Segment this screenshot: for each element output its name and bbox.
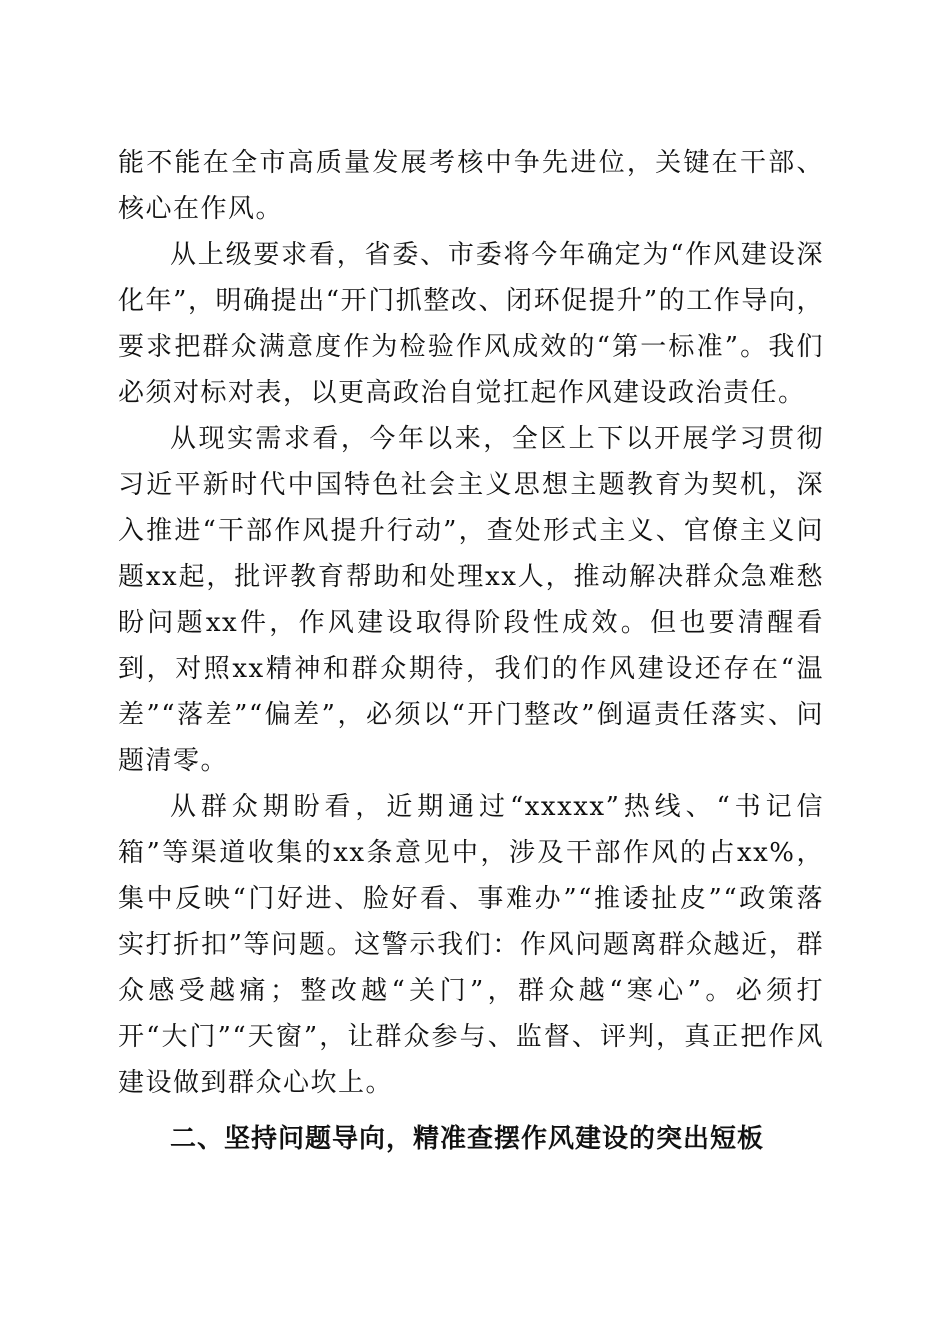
- paragraph-public-expectations: 从群众期盼看，近期通过“xxxxx”热线、“书记信箱”等渠道收集的xx条意见中，涉及干部作风的占xx%，集中反映“门好进、脸好看、事难办”“推诿扯皮”“政策落实打折扣”等问题。这警示我们：作风问题离群众越近，群众感受越痛；整改越“关门”，群众越“寒心”。必须打开“大门”“天窗”，让群众参与、监督、评判，真正把作风建设做到群众心坎上。: [118, 792, 824, 1098]
- section-heading: 二、坚持问题导向，精准查摆作风建设的突出短板: [170, 1124, 765, 1154]
- paragraph-superior-requirements: 从上级要求看，省委、市委将今年确定为“作风建设深化年”，明确提出“开门抓整改、闭环促提升”的工作导向，要求把群众满意度作为检验作风成效的“第一标准”。我们必须对标对表，以更高政治自觉扛起作风建设政治责任。: [118, 240, 824, 408]
- paragraph-practical-needs: 从现实需求看，今年以来，全区上下以开展学习贯彻习近平新时代中国特色社会主义思想主题教育为契机，深入推进“干部作风提升行动”，查处形式主义、官僚主义问题xx起，批评教育帮助和处理xx人，推动解决群众急难愁盼问题xx件，作风建设取得阶段性成效。但也要清醒看到，对照xx精神和群众期待，我们的作风建设还存在“温差”“落差”“偏差”，必须以“开门整改”倒逼责任落实、问题清零。: [118, 424, 824, 776]
- document-body: [118, 140, 824, 1162]
- paragraph-continuation: 能不能在全市高质量发展考核中争先进位，关键在干部、核心在作风。: [118, 148, 824, 224]
